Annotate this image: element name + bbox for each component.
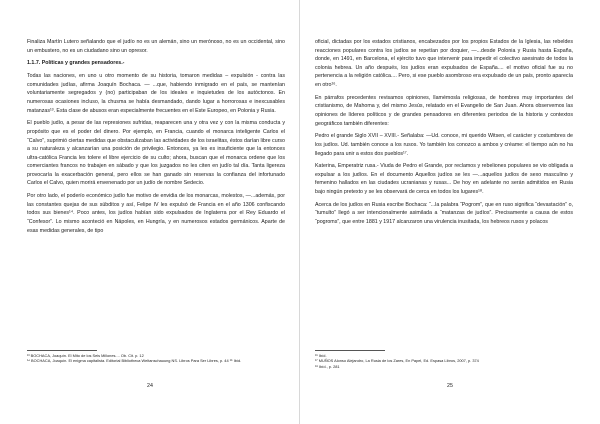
paragraph: Pedro el grande Siglo XVII – XVIII.- Señalaba: —Ud. conoce, mi querido Witsen, el carácter y costumbres de los judíos. Ud. también conoce a los rusos. Yo también los conozco a ambos y créame: el tiempo aún no ha llegado para unir a estos dos pueblos¹⁷. <box>315 133 573 157</box>
paragraph: Todas las naciones, en uno u otro momento de su historia, tomaron medidas – expulsión - contra las comunidades judías, afirma Joaquín Bochaca. — ...que, habiendo inmigrado en el país, se mantenían voluntariamente segregados y (no) participaban de los ideales e inquietudes de los autóctonos. En numerosas ocasiones incluso, la chusma se había desmandado, dando lugar a horrorosas e inexcusables matanzas¹³. Esta clase de abusos eran especialmente frecuentes en el Este Europeo, en Polonia y Rusia. <box>27 73 285 114</box>
right-page <box>300 0 600 424</box>
footnote: ¹³ BOCHACA, Joaquín. El Mito de los Seis Millones.... Ob. Cit. p. 12 <box>27 353 144 358</box>
paragraph: En párrafos precedentes revisamos opiniones, llamémosla religiosas, de hombres muy importantes del cristianismo, de Mahoma y, del mismo Jesús, relatado en el Evangelio de San Juan. Ahora observemos las opiniones de líderes políticos y de grandes pensadores en diferentes periodos de la historia y contextos geográficos también diferentes: <box>315 94 573 127</box>
section-heading: 1.1.7. Políticas y grandes pensadores.- <box>27 60 125 67</box>
paragraph: oficial, dictadas por los estados cristianos, encabezados por los propios Estados de la Iglesia, las rebeldes reacciones populares contra los judíos se repetían por doquier, —...desde Polonia y Rusia hasta España, donde, en 1491, en Barcelona, el ejército tuvo que intervenir para impedir el colectivo asesinato de todos la colonia hebrea. Un año después, los judíos eran expulsados de España.... el motivo oficial fue su no pertenencia a la religión católica.... Pero, si ese pueblo asombroso era expulsado de un país, pronto aparecía en otro¹⁶. <box>315 39 573 88</box>
paragraph: Por otro lado, el poderío económico judío fue motivo de envidia de los monarcas, molestos, —...además, por las constantes quejas de sus súbditos y así, Felipe IV les expulsó de Francia en el año 1306 confiscando todos sus bienes¹⁴. Poco antes, los judíos habían sido expulsados de Inglaterra por el Rey Eduardo el “Confesor”. Lo mismo aconteció en Nápoles, en Hungría, y en numerosos estados germánicos. Aparte de esas medidas generales, de tipo <box>27 193 285 234</box>
footnote-rule <box>315 350 385 351</box>
page-number: 24 <box>147 383 153 389</box>
footnote: ¹⁶ Ibíd. <box>315 353 327 358</box>
footnote-rule <box>27 350 97 351</box>
paragraph: El pueblo judío, a pesar de las represiones sufridas, reaparecen una y otra vez y con la misma conducta y propósito que es el poder del dinero. Por ejemplo, en Francia, cuando el monarca inteligente Carlos el “Calvo”, suprimió ciertas medidas que obstaculizaban las actividades de los israelitas, éstos darían libre curso a su naturaleza y alcanzarían una posición de privilegio. Entonces, ya les es insuficiente que la entonces ultra-católica Francia les tolere el libre ejercicio de su culto; ahora, buscan que el monarca ordene que los comerciantes francos no trabajen en sábado y que los juzgados no les citen en judío tal día. Tanta ligereza provocaría la exacerbación general, pero ellos se han ganado sin reservas la confianza del infortunado Carlos el Calvo, quien morirá envenenado por un judío de nombre Sedecio. <box>27 120 285 187</box>
footnote: ¹⁴ BOCHACA, Joaquín. El enigma capitalista. Editorial Bibliotheca Weltanschauung NS. Libros Para Ser Libres, p. 44 ¹⁵ Ibíd. <box>27 358 242 364</box>
paragraph: Finaliza Martín Lutero señalando que el judío no es un alemán, sino un merónoso, no es un occidental, sino un embustero, no es un ciudadano sino un opresor. <box>27 39 285 54</box>
footnote: ¹⁷ MUÑOS Alonso Alejandro, La Rusia de los Zares, En Papel, Ed. Espasa Libros, 2007, p. 374 <box>315 358 479 364</box>
page-number: 25 <box>447 383 453 389</box>
footnote: ¹⁸ Ibíd., p. 281 <box>315 363 340 369</box>
paragraph: Katerina, Emperatriz rusa.- Viuda de Pedro el Grande, por reclamos y rebeliones populares se vio obligada a expulsar a los judíos. En el documento Aquellos judíos se les —...aquellos judíos de sexo masculino y femenino hallados en las ciudades ucranianas y rusas... De hoy en adelante no serán admitidos en Rusia bajo ningún pretexto y se les observará de cerca en todos los lugares¹⁸. <box>315 163 573 196</box>
footnotes <box>315 350 573 369</box>
paragraph: Acerca de los judíos en Rusia escribe Bochaca: “...la palabra “Pogrom”, que en ruso significa “devastación” o, “tumulto” llegó a ser intencionalmente asimilada a “matanzas de judíos”. Precisamente a causa de estos “pogroms”, que entre 1881 y 1917 alcanzaron una virulencia inusitada, los hebreos rusos y polacos <box>315 201 573 226</box>
footnotes <box>27 350 285 364</box>
